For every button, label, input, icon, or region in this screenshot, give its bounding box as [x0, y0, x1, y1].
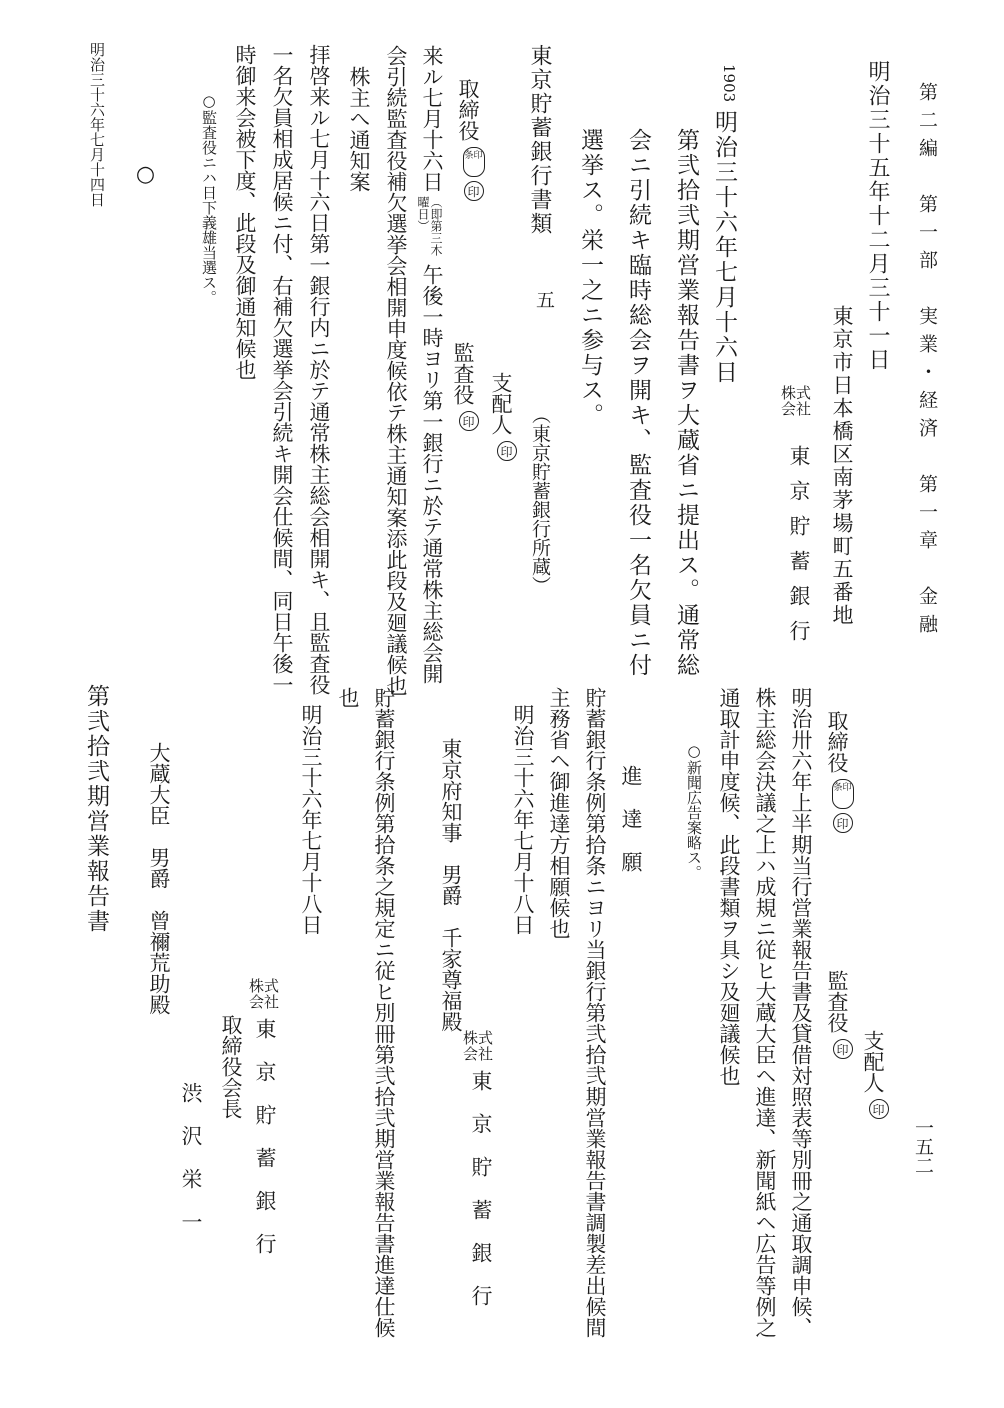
- company-prefix-text: 株式会社: [248, 977, 279, 1011]
- petition-title: 進達願: [619, 765, 643, 894]
- notice-title: 株主へ通知案: [347, 66, 371, 192]
- submit-date: 明治三十六年七月十八日: [299, 704, 323, 935]
- company-prefix-bottom: [462, 1030, 494, 1062]
- date-meeting: 明治三十六年七月十六日: [711, 110, 737, 385]
- source-title: 東京貯蓄銀行書類: [527, 44, 552, 236]
- notice-line-1-b: 午後一時ヨリ第一銀行ニ於テ通常株主総会開: [420, 264, 444, 684]
- auditor-sign-bottom: [826, 970, 853, 1059]
- director-label: 取締役: [456, 78, 480, 141]
- seal-multi-icon: 条印: [463, 147, 485, 177]
- seal-icon: 印: [459, 411, 479, 431]
- report-title: 第弐拾弐期営業報告書: [83, 684, 109, 934]
- source-location: （東京貯蓄銀行所蔵）: [529, 405, 551, 595]
- director-sign-bottom: [826, 710, 854, 833]
- note-election: ○監査役ニハ日下義雄当選ス。: [200, 92, 218, 305]
- seal-multi-icon: 条印: [832, 779, 854, 809]
- page-number: 一五二: [912, 1118, 934, 1175]
- notice-line-2: 会引続監査役補欠選挙会相開申度候依テ株主通知案添此段及廻議候也: [384, 45, 408, 696]
- source-volume: 五: [533, 290, 555, 309]
- auditor-label: 監査役: [451, 342, 475, 405]
- seal-icon: 印: [869, 1099, 889, 1119]
- circle-marker: ○: [133, 162, 158, 187]
- manager-label: 支配人: [861, 1030, 885, 1093]
- summary-line-3: 選挙ス。栄一之ニ参与ス。: [577, 128, 603, 428]
- manager-sign-bottom: [862, 1030, 889, 1119]
- company-prefix-text: 株式会社: [462, 1029, 493, 1063]
- notice-line-1-a: 来ル七月十六日: [420, 45, 444, 192]
- memo-line-3: 通取計申度候、此段書類ヲ具シ及廻議候也: [717, 687, 741, 1086]
- letter-line-2: 一名欠員相成居候ニ付、右補欠選挙会引続キ開会仕候間、同日午後一: [270, 44, 294, 695]
- auditor-label: 監査役: [825, 970, 849, 1033]
- company-prefix: [780, 385, 812, 417]
- seal-icon: 印: [464, 181, 484, 201]
- memo-line-1: 明治卅六年上半期当行営業報告書及貸借対照表等別冊之通取調申候、: [789, 687, 813, 1338]
- chairman-name: 渋沢栄一: [179, 1082, 203, 1254]
- chairman-title: 取締役会長: [219, 1014, 243, 1119]
- company-name-bottom: 東京貯蓄銀行: [469, 1070, 493, 1328]
- seal-icon: 印: [833, 1039, 853, 1059]
- governor-addressee: 東京府知事 男爵 千家尊福殿: [439, 738, 463, 1032]
- year-marker: 1903: [720, 64, 738, 103]
- company-prefix-bottom-2: [248, 978, 280, 1010]
- manager-label: 支配人: [489, 372, 513, 435]
- date-left: 明治三十六年七月十四日: [88, 42, 106, 207]
- manager-sign-top: [490, 372, 517, 461]
- company-prefix-text: 株式会社: [780, 384, 811, 418]
- minister-addressee: 大蔵大臣 男爵 曾禰荒助殿: [147, 742, 171, 1015]
- notice-paren-text: 即第三木曜日: [416, 196, 443, 256]
- auditor-sign-top: [452, 342, 479, 431]
- letter-line-3: 時御来会被下度、此段及御通知候也: [233, 44, 257, 380]
- seal-icon: 印: [833, 813, 853, 833]
- summary-line-2: 会ニ引続キ臨時総会ヲ開キ、監査役一名欠員ニ付: [625, 128, 651, 678]
- company-name-bottom-2: 東京貯蓄銀行: [253, 1018, 277, 1276]
- running-header: 第二編 第一部 実業・経済 第一章 金融: [916, 82, 938, 642]
- date-1902: 明治三十五年十二月三十一日: [865, 60, 890, 372]
- company-name: 東京貯蓄銀行: [787, 445, 811, 655]
- seal-icon: 印: [497, 441, 517, 461]
- petition-date: 明治三十六年七月十八日: [511, 704, 535, 935]
- petition-line-2: 主務省ヘ御進達方相願候也: [547, 687, 571, 939]
- director-label: 取締役: [825, 710, 849, 773]
- director-sign-top: [457, 78, 485, 201]
- submit-line-1: 貯蓄銀行条例第拾条之規定ニ従ヒ別冊第弐拾弐期営業報告書進達仕候: [372, 687, 396, 1338]
- memo-line-2: 株主総会決議之上ハ成規ニ従ヒ大蔵大臣ヘ進達、新聞紙ヘ広告等例之: [753, 687, 777, 1338]
- letter-line-1: 拝啓来ル七月十六日第一銀行内ニ於テ通常株主総会相開キ、且監査役: [307, 44, 331, 695]
- submit-line-2: 也: [336, 687, 360, 708]
- notice-paren: （即第三木曜日）: [416, 196, 443, 256]
- summary-line-1: 第弐拾弐期営業報告書ヲ大蔵省ニ提出ス。通常総: [673, 128, 699, 678]
- address: 東京市日本橋区南茅場町五番地: [830, 305, 854, 627]
- petition-line-1: 貯蓄銀行条例第拾条ニヨリ当銀行第弐拾弐期営業報告書調製差出候間: [583, 687, 607, 1338]
- note-ad: ○新聞広告案略ス。: [685, 742, 703, 880]
